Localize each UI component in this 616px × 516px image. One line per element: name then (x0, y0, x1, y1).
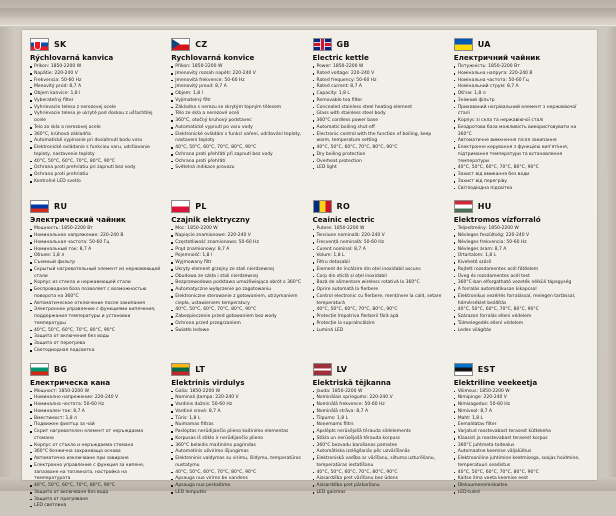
language-code: RU (54, 202, 67, 211)
spec-item: Rejtett rozsdamentes acél fűtőelem (454, 267, 587, 274)
spec-item: Nominali įtampa: 220-240 V (171, 395, 304, 402)
spec-item: 360°C, otočný kruhový podstavec (171, 118, 304, 125)
flag-ro-icon (313, 200, 332, 213)
spec-item: 40°C, 50°C, 60°C, 70°C, 80°C, 90°C (30, 483, 163, 490)
spec-item: Vyhrievacie teleso je ukryté pod doskou z ušľachtilej ocele (30, 111, 163, 125)
spec-item: Номинално напрежение: 220-240 V (30, 395, 163, 402)
spec-list (171, 226, 304, 334)
flag-lv-icon (313, 363, 332, 376)
language-code: PL (195, 202, 207, 211)
spec-item: Bezprzewodowa podstawa umożliwiająca obrót o 360°C (171, 280, 304, 287)
spec-item: Prąd znamionowy: 8,7 A (171, 247, 304, 254)
spec-item: 360°C безжична захранваща основа (30, 449, 163, 456)
spec-item: Jmenovitá frekvence: 50-60 Hz (171, 78, 304, 85)
spec-list (313, 389, 446, 497)
spec-item: 360°C juhtmeta toitealus (454, 443, 587, 450)
spec-item: Vyhrievacie teleso z nerezovej ocele (30, 105, 163, 112)
spec-section-bg (28, 361, 169, 516)
spec-item: LED светлина (30, 503, 163, 510)
spec-item: Съемный фильтр (30, 260, 163, 267)
spec-item: Lumină LED (313, 328, 446, 335)
spec-list (454, 226, 587, 334)
spec-item: Nominālā frekvence: 50-60 Hz (313, 402, 446, 409)
spec-item: 40°C, 50°C, 60°C, 70°C, 80°C, 90°C (313, 307, 446, 314)
multilingual-spec-label (22, 30, 597, 480)
spec-item: Номинален ток: 8,7 A (30, 409, 163, 416)
spec-item: Volum: 1,8 L (313, 253, 446, 260)
spec-item: Nominālā strāva: 8,7 A (313, 409, 446, 416)
spec-item: Control electronic cu fierbere, menținere la cald, setare temperatură (313, 294, 446, 308)
box-right-edge (606, 0, 616, 491)
spec-list (171, 389, 304, 497)
spec-item: 40°C, 50°C, 60°C, 70°C, 80°C, 90°C (30, 328, 163, 335)
language-code: EST (478, 365, 496, 374)
spec-item: Aizsardzība pret pārkaršanu (313, 483, 446, 490)
spec-item: Vyberateľný filter (30, 98, 163, 105)
spec-item: Vardinis dažnis: 50-60 Hz (171, 402, 304, 409)
spec-item: Vyjímatelný filtr (171, 98, 304, 105)
spec-item: Automatyczne wyłączenie po zagotowaniu (171, 287, 304, 294)
flag-hu-icon (454, 200, 473, 213)
flag-cz-icon (171, 38, 190, 51)
spec-item: Номинална честота: 50-60 Hz (30, 402, 163, 409)
spec-item: Napięcie znamionowe: 220-240 V (171, 233, 304, 240)
product-title: Rýchlovarná kanvica (30, 53, 163, 62)
language-code: LV (337, 365, 348, 374)
spec-item: 360°C-ban elforgatható vezeték nélküli tápegység (454, 280, 587, 287)
spec-list (171, 64, 304, 172)
spec-item: Ülekuumenemiskaitse (454, 483, 587, 490)
spec-item: Объем: 1,8 л (30, 253, 163, 260)
spec-section-ua (452, 36, 593, 198)
spec-item: Elektroninis valdymas su virimu, šildymu, temperatūros nustatymu (171, 456, 304, 470)
spec-item: Frecvență nominală: 50-60 Hz (313, 240, 446, 247)
spec-section-gb (311, 36, 452, 198)
spec-item: Obudowa ze szkła i stali nierdzewnej (171, 274, 304, 281)
spec-item: Dry boiling protection (313, 152, 446, 159)
spec-item: 40°C, 50°C, 60°C, 70°C, 80°C, 90°C (454, 307, 587, 314)
spec-item: Příkon: 1850-2200 W (171, 64, 304, 71)
spec-item: Електронне керування з функцією кип'ятіння, підтримання температури та встановлення температури (454, 145, 587, 165)
spec-item: Světelná indikace provozu (171, 165, 304, 172)
spec-item: 360°C bezvadu barošanas pamatne (313, 443, 446, 450)
section-header (30, 200, 163, 213)
section-header (171, 200, 304, 213)
spec-item: Varjatud roostevabast terasest küttekeha (454, 429, 587, 436)
flag-ru-icon (30, 200, 49, 213)
language-code: BG (54, 365, 67, 374)
spec-item: Üveg és rozsdamentes acél test (454, 274, 587, 281)
product-title: Elektriskā tējkanna (313, 378, 446, 387)
spec-item: Скрытый нагревательный элемент из нержавеющей стали (30, 267, 163, 281)
spec-item: Paslėptas nerūdijančio plieno kaitinimo elementas (171, 429, 304, 436)
spec-item: Tilpums: 1,8 L (313, 416, 446, 423)
spec-item: Klaasist ja roostevabast terasest korpus (454, 436, 587, 443)
spec-item: Мощность: 1850-2200 Вт (30, 226, 163, 233)
spec-item: Rated current: 8,7 A (313, 84, 446, 91)
spec-item: Светодиодная подсветка (30, 348, 163, 355)
spec-item: LED lemputės (171, 490, 304, 497)
spec-item: Võimsus: 1850-2200 W (454, 389, 587, 396)
spec-item: Telo zo skla a nerezovej ocele (30, 125, 163, 132)
spec-item: A forralás automatikusan kikapcsol (454, 287, 587, 294)
spec-item: Автоматическое отключение после закипания (30, 301, 163, 308)
flag-ua-icon (454, 38, 473, 51)
spec-item: Korpusas iš stiklo ir nerūdijančio plieno (171, 436, 304, 443)
spec-item: Űrtartalom: 1,8 L (454, 253, 587, 260)
flag-pl-icon (171, 200, 190, 213)
spec-item: Прихований нагрівальний елемент з нержавіючої сталі (454, 105, 587, 119)
spec-list (30, 389, 163, 511)
spec-item: Автоматично изключване при завиране (30, 456, 163, 463)
spec-item: Elektronické ovládání s funkcí vaření, udržování teploty, nastavení teploty (171, 132, 304, 146)
spec-item: Подвижен филтър за чай (30, 422, 163, 429)
spec-item: Vardinė srovė: 8,7 A (171, 409, 304, 416)
spec-item: Корпус из стекла и нержавеющей стали (30, 280, 163, 287)
spec-item: Nuimamas filtras (171, 422, 304, 429)
spec-item: 40°C, 50°C, 60°C, 70°C, 80°C, 90°C (454, 165, 587, 172)
spec-item: Ochrana proti přehřátí (171, 159, 304, 166)
spec-item: Moc: 1850-2200 W (171, 226, 304, 233)
spec-item: Zabezpieczenie przed gotowaniem bez wody (171, 314, 304, 321)
spec-item: Elektrooniline juhtimine keetmisega, soojas hoidmine, temperatuuri seadistus (454, 456, 587, 470)
section-header (454, 38, 587, 51)
spec-item: Névleges feszültség: 220-240 V (454, 233, 587, 240)
spec-item: Apsauga nuo perkaitimo (171, 483, 304, 490)
spec-item: LED light (313, 165, 446, 172)
spec-item: Filtru detașabil (313, 260, 446, 267)
spec-item: Електронно управление с функция за кипене, запазване на топлината, настройка на температурата (30, 463, 163, 483)
flag-lt-icon (171, 363, 190, 376)
spec-item: Elektronikus vezérlés forralással, melegen tartással, hőmérséklet beállítás (454, 294, 587, 308)
spec-section-est (452, 361, 593, 516)
spec-item: LED gaismas (313, 490, 446, 497)
spec-item: Element de încălzire din oțel inoxidabil ascuns (313, 267, 446, 274)
spec-section-cz (169, 36, 310, 198)
spec-item: Noņemams filtrs (313, 422, 446, 429)
spec-item: Elektronické ovládanie s funkciou varu, udržiavanie teploty, nastavenie teploty (30, 145, 163, 159)
spec-item: Automatické vypnutí po varu vody (171, 125, 304, 132)
spec-item: Protecție împotriva fierberii fără apă (313, 314, 446, 321)
spec-item: Frekvencia: 50-60 Hz (30, 78, 163, 85)
spec-item: Ochrana proti přehřátí při zapnutí bez vody (171, 152, 304, 159)
spec-list (313, 64, 446, 172)
spec-item: Névleges áram: 8,7 A (454, 247, 587, 254)
spec-item: Szárazon forralás elleni védelem (454, 314, 587, 321)
spec-item: Electronic control with the function of boiling, keep warm, temperature setting (313, 132, 446, 146)
spec-item: Elektroniczne sterowanie z gotowaniem, utrzymaniem ciepła, ustawieniem temperatury (171, 294, 304, 308)
spec-item: Nimipinge: 220-240 V (454, 395, 587, 402)
spec-item: Бездротова база можливість використовувати на 360°C (454, 125, 587, 139)
language-code: LT (195, 365, 205, 374)
spec-item: Removable tea filter (313, 98, 446, 105)
spec-section-pl (169, 198, 310, 360)
spec-list (313, 226, 446, 334)
spec-item: Elektroniskā vadība ar vārīšanu, siltuma uzturēšanu, temperatūras iestatīšanu (313, 456, 446, 470)
section-header (171, 363, 304, 376)
spec-item: Вместимост: 1,8 л (30, 416, 163, 423)
spec-item: 360°C belaidis maitinimo pagrindas (171, 443, 304, 450)
section-header (30, 38, 163, 51)
product-title: Електричний чайник (454, 53, 587, 62)
product-title: Elektrinis virdulys (171, 378, 304, 387)
spec-item: Защита от включения без воды (30, 334, 163, 341)
spec-item: Oprire automată la fierbere (313, 287, 446, 294)
spec-item: Bază de alimentare wireless rotativă la 360°C (313, 280, 446, 287)
spec-section-hu (452, 198, 593, 360)
spec-item: Galia: 1850-2200 W (171, 389, 304, 396)
spec-item: 40°C, 50°C, 60°C, 70°C, 80°C, 90°C (171, 470, 304, 477)
spec-item: Nominālais spriegums: 220-240 V (313, 395, 446, 402)
spec-item: Apslēpts nerūsējošā tērauda sildelements (313, 429, 446, 436)
spec-item: Príkon: 1850-2200 W (30, 64, 163, 71)
spec-item: Защита от прегряване (30, 497, 163, 504)
product-title: Ceainic electric (313, 215, 446, 224)
product-title: Электрический чайник (30, 215, 163, 224)
spec-item: Stikla un nerūsējošā tērauda korpuss (313, 436, 446, 443)
spec-item: Беспроводная база позволяет с возможностью поворота на 360°C (30, 287, 163, 301)
spec-item: Защита от перегрева (30, 341, 163, 348)
spec-item: Eemaldatav filter (454, 422, 587, 429)
spec-item: Kontrolné LED svetlo (30, 179, 163, 186)
section-header (454, 200, 587, 213)
spec-item: 40°C, 50°C, 60°C, 70°C, 80°C, 90°C (171, 307, 304, 314)
spec-item: Automatické vypínanie pri dosiahnutí bodu varu (30, 138, 163, 145)
spec-item: Nimivool: 8,7 A (454, 409, 587, 416)
spec-item: Jmenovitý proud: 8,7 A (171, 84, 304, 91)
spec-item: Ukryty element grzejny ze stali nierdzewnej (171, 267, 304, 274)
spec-item: Power: 1850-2200 W (313, 64, 446, 71)
spec-grid (22, 30, 597, 516)
section-header (30, 363, 163, 376)
spec-item: Tensiune nominală: 220-240 V (313, 233, 446, 240)
spec-item: Скрит нагревателен елемент от неръждаема стомана (30, 429, 163, 443)
spec-item: Ochrana proti prehriatiu pri zapnutí bez vody (30, 165, 163, 172)
spec-item: Apsauga nuo virimo be vandens (171, 476, 304, 483)
spec-item: 360°C, krúhová základňa (30, 132, 163, 139)
spec-item: Jmenovitý rozsah napětí: 220-240 V (171, 71, 304, 78)
spec-item: Maht: 1,8 L (454, 416, 587, 423)
spec-item: Glass with stainless steel body (313, 111, 446, 118)
spec-item: Электронное управление с функциями кипячения, поддержания температуры и установки температуры (30, 307, 163, 327)
spec-item: Автоматичне вимкнення після закипання (454, 138, 587, 145)
spec-item: Światło ledowe (171, 328, 304, 335)
spec-item: Корпус от стъкло и неръждаема стомана (30, 443, 163, 450)
spec-item: Capacity: 1,8 L (313, 91, 446, 98)
spec-item: Захист від вмикання без води (454, 172, 587, 179)
spec-item: 360°C cordless power base (313, 118, 446, 125)
spec-item: Об'єм: 1,8 л (454, 91, 587, 98)
product-title: Czajnik elektryczny (171, 215, 304, 224)
box-left-edge (0, 0, 14, 491)
spec-item: Concealed stainless steel heating element (313, 105, 446, 112)
spec-item: Jauda: 1850-2200 W (313, 389, 446, 396)
spec-item: Overheat protection (313, 159, 446, 166)
spec-item: Automatic boiling shut-off (313, 125, 446, 132)
product-title: Electric kettle (313, 53, 446, 62)
spec-item: Номинальный ток: 8,7 А (30, 247, 163, 254)
spec-item: Napätie: 220-240 V (30, 71, 163, 78)
spec-item: Automatinis užvirimo išjungimas (171, 449, 304, 456)
spec-section-lt (169, 361, 310, 516)
spec-section-sk (28, 36, 169, 198)
spec-item: 40°C, 50°C, 60°C, 70°C, 80°C, 90°C (313, 470, 446, 477)
spec-section-ro (311, 198, 452, 360)
spec-list (30, 64, 163, 186)
spec-item: 40°C, 50°C, 60°C, 70°C, 80°C, 90°C (313, 145, 446, 152)
spec-item: Rated frequency: 50-60 Hz (313, 78, 446, 85)
spec-item: Protecție la supraîncălzire (313, 321, 446, 328)
spec-item: Częstotliwość znamionowa: 50-60 Hz (171, 240, 304, 247)
language-code: CZ (195, 40, 207, 49)
section-header (313, 200, 446, 213)
spec-item: Ledes világítás (454, 328, 587, 335)
spec-list (454, 64, 587, 192)
spec-item: Потужність: 1850-2200 Вт (454, 64, 587, 71)
box-seam (0, 25, 616, 27)
spec-item: Rated voltage: 220-240 V (313, 71, 446, 78)
spec-list (454, 389, 587, 497)
language-code: RO (337, 202, 351, 211)
spec-item: Tūris: 1,8 L (171, 416, 304, 423)
language-code: HU (478, 202, 492, 211)
spec-item: Objem: 1,8 l (171, 91, 304, 98)
spec-item: 40°C, 50°C, 60°C, 70°C, 80°C, 90°C (30, 159, 163, 166)
spec-item: Tělo ze skla a nerezové oceli (171, 111, 304, 118)
spec-item: Túlmelegedés elleni védelem (454, 321, 587, 328)
spec-item: Aizsardzība pret vārīšanu bez ūdens (313, 476, 446, 483)
flag-est-icon (454, 363, 473, 376)
box-tape (0, 8, 616, 18)
language-code: UA (478, 40, 491, 49)
spec-item: Corp din sticlă și oțel inoxidabil (313, 274, 446, 281)
spec-item: Automātiska izslēgšanās pēc uzvārīšanās (313, 449, 446, 456)
spec-item: Ochrona przed przegrzaniem (171, 321, 304, 328)
flag-bg-icon (30, 363, 49, 376)
spec-item: Kaitse ilma veeta keemise eest (454, 476, 587, 483)
spec-item: 40°C, 50°C, 60°C, 70°C, 80°C, 90°C (171, 145, 304, 152)
spec-item: Základna s nerezu se skrytým topným tělesem (171, 105, 304, 112)
spec-item: Kivehető szűrő (454, 260, 587, 267)
spec-item: Номінальна напруга: 220-240 В (454, 71, 587, 78)
spec-item: Номінальна частота: 50-60 Гц (454, 78, 587, 85)
spec-item: Знімний фільтр (454, 98, 587, 105)
spec-item: Névleges frekvencia: 50-60 Hz (454, 240, 587, 247)
section-header (171, 38, 304, 51)
spec-item: Pojemność: 1,8 l (171, 253, 304, 260)
product-title: Elektriline veekeetja (454, 378, 587, 387)
flag-sk-icon (30, 38, 49, 51)
spec-item: Wyjmowany filtr (171, 260, 304, 267)
spec-item: Номинальное напряжение: 220-240 В (30, 233, 163, 240)
spec-item: Захист від перегріву (454, 179, 587, 186)
spec-section-lv (311, 361, 452, 516)
spec-item: Корпус зі скла та нержавіючої сталі (454, 118, 587, 125)
spec-item: Objem kanvice: 1,8 l (30, 91, 163, 98)
spec-item: Ochrana proti prehriatiu (30, 172, 163, 179)
spec-item: Putere: 1850-2200 W (313, 226, 446, 233)
flag-gb-icon (313, 38, 332, 51)
spec-item: 40°C, 50°C, 60°C, 70°C, 80°C, 90°C (454, 470, 587, 477)
spec-item: Curent nominal: 8,7 A (313, 247, 446, 254)
language-code: SK (54, 40, 67, 49)
product-title: Електрическа кана (30, 378, 163, 387)
spec-item: Мощност: 1850-2200 W (30, 389, 163, 396)
box-top-edge (0, 0, 616, 27)
spec-item: Menovitý prúd: 8,7 A (30, 84, 163, 91)
product-title: Elektromos vízforraló (454, 215, 587, 224)
section-header (313, 38, 446, 51)
spec-item: Nimisagedus: 50-60 Hz (454, 402, 587, 409)
product-title: Rychlovarná konvice (171, 53, 304, 62)
spec-section-ru (28, 198, 169, 360)
spec-item: Світлодіодна підсвітка (454, 186, 587, 193)
section-header (454, 363, 587, 376)
spec-item: Номінальний струм: 8,7 А (454, 84, 587, 91)
spec-item: LED-tuled (454, 490, 587, 497)
spec-item: Automaatne keemise väljalülitus (454, 449, 587, 456)
spec-item: Защита от включване без вода (30, 490, 163, 497)
spec-item: Teljesítmény: 1850-2200 W (454, 226, 587, 233)
spec-list (30, 226, 163, 354)
language-code: GB (337, 40, 350, 49)
spec-item: Номинальная частота: 50-60 Гц (30, 240, 163, 247)
section-header (313, 363, 446, 376)
